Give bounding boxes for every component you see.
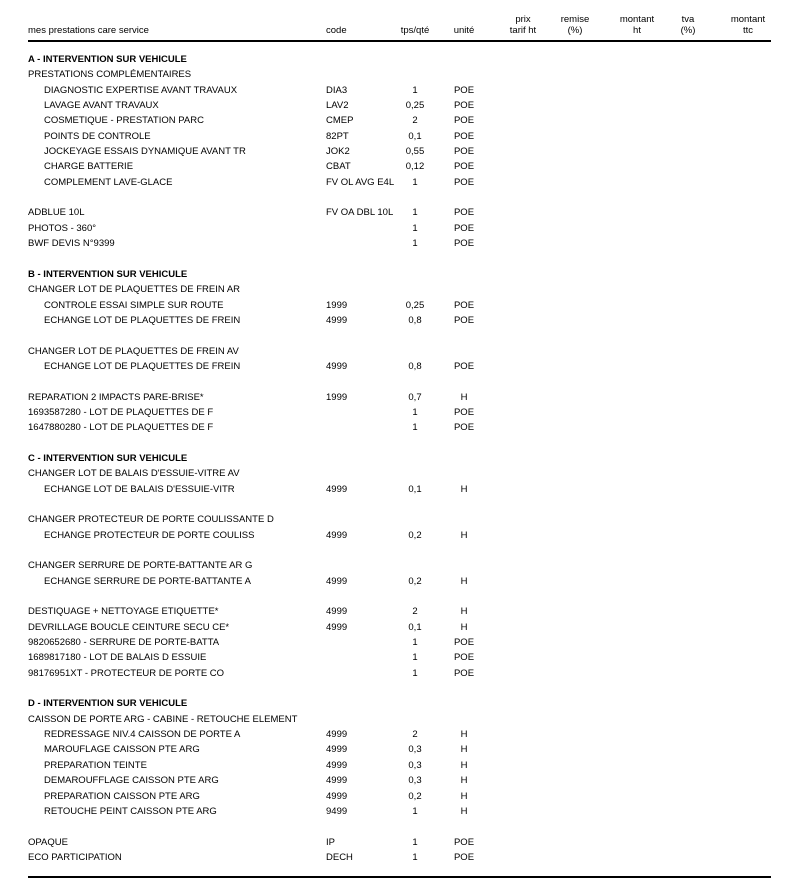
- table-row: [0, 159, 785, 174]
- row-description: ECHANGE LOT DE PLAQUETTES DE FREIN: [44, 360, 241, 372]
- row-unit: H: [460, 391, 468, 403]
- table-row: [0, 835, 785, 850]
- header-price: prix tarif ht: [509, 14, 537, 36]
- row-description: ECHANGE LOT DE BALAIS D'ESSUIE-VITR: [44, 483, 235, 495]
- row-description: ECO PARTICIPATION: [28, 851, 122, 863]
- table-row: [0, 712, 785, 727]
- row-code: 4999: [326, 729, 348, 741]
- table-row: [0, 789, 785, 804]
- row-qty: 0,25: [405, 100, 425, 112]
- row-description: PHOTOS - 360°: [28, 222, 97, 234]
- table-row: [0, 205, 785, 220]
- row-description: CONTROLE ESSAI SIMPLE SUR ROUTE: [44, 299, 224, 311]
- row-description: CHANGER LOT DE BALAIS D'ESSUIE-VITRE AV: [28, 468, 240, 480]
- row-description: ECHANGE SERRURE DE PORTE-BATTANTE A: [44, 575, 251, 587]
- row-unit: H: [460, 483, 468, 495]
- row-qty: 0,7: [408, 391, 422, 403]
- table-row: [0, 344, 785, 359]
- row-code: 9499: [326, 805, 348, 817]
- row-unit: H: [460, 775, 468, 787]
- spacer-row: [0, 819, 785, 834]
- row-description: REDRESSAGE NIV.4 CAISSON DE PORTE A: [44, 729, 241, 741]
- row-description: DESTIQUAGE + NETTOYAGE ETIQUETTE*: [28, 606, 219, 618]
- row-unit: POE: [453, 637, 475, 649]
- row-code: 4999: [326, 529, 348, 541]
- row-code: FV OA DBL 10L: [326, 207, 394, 219]
- table-row: [0, 574, 785, 589]
- row-code: CBAT: [326, 161, 351, 173]
- row-code: 1999: [326, 391, 348, 403]
- row-description: A - INTERVENTION SUR VEHICULE: [28, 54, 187, 65]
- table-row: [0, 282, 785, 297]
- row-unit: H: [460, 606, 468, 618]
- table-row: [0, 98, 785, 113]
- row-description: PREPARATION TEINTE: [44, 759, 147, 771]
- row-description: MAROUFLAGE CAISSON PTE ARG: [44, 744, 200, 756]
- row-code: 1999: [326, 299, 348, 311]
- table-row: [0, 113, 785, 128]
- table-row: [0, 405, 785, 420]
- row-qty: 0,8: [408, 314, 422, 326]
- footer-rule: [28, 876, 771, 878]
- row-unit: H: [460, 529, 468, 541]
- table-row: [0, 758, 785, 773]
- table-header: [0, 0, 785, 42]
- row-unit: POE: [453, 422, 475, 434]
- row-unit: POE: [453, 667, 475, 679]
- row-code: CMEP: [326, 115, 354, 127]
- row-description: RETOUCHE PEINT CAISSON PTE ARG: [44, 805, 217, 817]
- spacer-row: [0, 190, 785, 205]
- row-qty: 2: [412, 115, 418, 127]
- row-code: 4999: [326, 483, 348, 495]
- row-unit: POE: [453, 238, 475, 250]
- row-unit: POE: [453, 146, 475, 158]
- table-row: [0, 666, 785, 681]
- table-row: [0, 420, 785, 435]
- table-row: [0, 850, 785, 865]
- row-unit: POE: [453, 406, 475, 418]
- table-row: [0, 175, 785, 190]
- row-unit: POE: [453, 314, 475, 326]
- table-row: [0, 52, 785, 67]
- row-description: REPARATION 2 IMPACTS PARE-BRISE*: [28, 391, 204, 403]
- row-qty: 1: [412, 406, 418, 418]
- spacer-row: [0, 497, 785, 512]
- table-row: [0, 696, 785, 711]
- row-unit: POE: [453, 360, 475, 372]
- row-code: 4999: [326, 744, 348, 756]
- row-description: OPAQUE: [28, 836, 68, 848]
- row-unit: POE: [453, 161, 475, 173]
- row-unit: POE: [453, 851, 475, 863]
- spacer-row: [0, 374, 785, 389]
- row-qty: 0,12: [405, 161, 425, 173]
- row-description: 9820652680 - SERRURE DE PORTE-BATTA: [28, 637, 220, 649]
- row-qty: 1: [412, 176, 418, 188]
- row-description: DIAGNOSTIC EXPERTISE AVANT TRAVAUX: [44, 84, 238, 96]
- header-amount-ttc: montant ttc: [730, 14, 766, 36]
- row-description: CHANGER LOT DE PLAQUETTES DE FREIN AV: [28, 345, 239, 357]
- row-description: CHARGE BATTERIE: [44, 161, 134, 173]
- row-code: 4999: [326, 314, 348, 326]
- row-qty: 1: [412, 805, 418, 817]
- row-description: 1689817180 - LOT DE BALAIS D ESSUIE: [28, 652, 207, 664]
- row-description: COMPLEMENT LAVE-GLACE: [44, 176, 173, 188]
- row-code: LAV2: [326, 100, 349, 112]
- table-row: [0, 604, 785, 619]
- table-row: [0, 650, 785, 665]
- header-description: mes prestations care service: [28, 25, 149, 36]
- row-code: JOK2: [326, 146, 350, 158]
- row-code: 4999: [326, 606, 348, 618]
- row-code: 4999: [326, 790, 348, 802]
- header-discount: remise (%): [560, 14, 590, 36]
- row-code: 4999: [326, 759, 348, 771]
- table-row: [0, 236, 785, 251]
- table-row: [0, 83, 785, 98]
- row-code: 82PT: [326, 130, 349, 142]
- table-row: [0, 390, 785, 405]
- spacer-row: [0, 328, 785, 343]
- row-qty: 0,3: [408, 775, 422, 787]
- table-row: [0, 129, 785, 144]
- table-row: [0, 67, 785, 82]
- row-qty: 0,3: [408, 759, 422, 771]
- spacer-row: [0, 589, 785, 604]
- spacer-row: [0, 543, 785, 558]
- row-unit: H: [460, 744, 468, 756]
- row-unit: POE: [453, 176, 475, 188]
- row-description: 98176951XT - PROTECTEUR DE PORTE CO: [28, 667, 225, 679]
- row-description: CHANGER PROTECTEUR DE PORTE COULISSANTE D: [28, 514, 274, 526]
- row-qty: 1: [412, 238, 418, 250]
- row-unit: POE: [453, 130, 475, 142]
- row-unit: POE: [453, 222, 475, 234]
- header-rule: [28, 40, 771, 42]
- table-row: [0, 512, 785, 527]
- row-unit: POE: [453, 836, 475, 848]
- row-description: POINTS DE CONTROLE: [44, 130, 151, 142]
- row-unit: POE: [453, 207, 475, 219]
- row-unit: H: [460, 575, 468, 587]
- row-unit: POE: [453, 100, 475, 112]
- table-row: [0, 298, 785, 313]
- table-row: [0, 482, 785, 497]
- table-row: [0, 528, 785, 543]
- table-row: [0, 451, 785, 466]
- row-description: ECHANGE LOT DE PLAQUETTES DE FREIN: [44, 314, 241, 326]
- row-qty: 2: [412, 606, 418, 618]
- table-row: [0, 635, 785, 650]
- row-code: IP: [326, 836, 335, 848]
- table-row: [0, 804, 785, 819]
- row-unit: POE: [453, 299, 475, 311]
- row-code: DIA3: [326, 84, 348, 96]
- row-unit: H: [460, 805, 468, 817]
- row-unit: H: [460, 790, 468, 802]
- header-qty: tps/qté: [400, 25, 430, 36]
- table-row: [0, 620, 785, 635]
- row-qty: 1: [412, 851, 418, 863]
- row-qty: 0,8: [408, 360, 422, 372]
- table-row: [0, 267, 785, 282]
- header-vat: tva (%): [680, 14, 696, 36]
- row-description: D - INTERVENTION SUR VEHICULE: [28, 698, 188, 710]
- row-code: DECH: [326, 851, 353, 863]
- row-qty: 0,25: [405, 299, 425, 311]
- row-qty: 0,3: [408, 744, 422, 756]
- header-unit: unité: [453, 25, 475, 36]
- row-qty: 0,2: [408, 575, 422, 587]
- row-qty: 1: [412, 652, 418, 664]
- table-row: [0, 221, 785, 236]
- row-code: 4999: [326, 621, 348, 633]
- row-unit: POE: [453, 84, 475, 96]
- row-description: JOCKEYAGE ESSAIS DYNAMIQUE AVANT TR: [44, 146, 246, 158]
- row-qty: 1: [412, 637, 418, 649]
- row-description: C - INTERVENTION SUR VEHICULE: [28, 452, 188, 464]
- header-code: code: [326, 25, 347, 36]
- row-description: CHANGER SERRURE DE PORTE-BATTANTE AR G: [28, 560, 253, 572]
- row-description: PRESTATIONS COMPLÉMENTAIRES: [28, 69, 192, 81]
- row-description: CHANGER LOT DE PLAQUETTES DE FREIN AR: [28, 284, 241, 296]
- row-description: LAVAGE AVANT TRAVAUX: [44, 100, 159, 112]
- row-qty: 1: [412, 84, 418, 96]
- spacer-row: [0, 251, 785, 266]
- spacer-row: [0, 436, 785, 451]
- row-description: DEVRILLAGE BOUCLE CEINTURE SECU CE*: [28, 621, 230, 633]
- table-row: [0, 773, 785, 788]
- row-description: 1693587280 - LOT DE PLAQUETTES DE F: [28, 406, 214, 418]
- row-qty: 0,55: [405, 146, 425, 158]
- row-unit: POE: [453, 115, 475, 127]
- row-qty: 0,1: [408, 130, 422, 142]
- row-description: ECHANGE PROTECTEUR DE PORTE COULISS: [44, 529, 255, 541]
- table-row: [0, 144, 785, 159]
- row-unit: H: [460, 729, 468, 741]
- row-qty: 1: [412, 222, 418, 234]
- table-row: [0, 313, 785, 328]
- row-qty: 1: [412, 207, 418, 219]
- spacer-row: [0, 681, 785, 696]
- row-description: CAISSON DE PORTE ARG - CABINE - RETOUCHE ELEMENT: [28, 713, 298, 725]
- table-row: [0, 742, 785, 757]
- row-code: FV OL AVG E4L: [326, 176, 395, 188]
- row-unit: H: [460, 759, 468, 771]
- table-row: [0, 558, 785, 573]
- row-description: ADBLUE 10L: [28, 207, 85, 219]
- row-code: 4999: [326, 775, 348, 787]
- row-description: DEMAROUFFLAGE CAISSON PTE ARG: [44, 775, 219, 787]
- row-description: B - INTERVENTION SUR VEHICULE: [28, 268, 188, 280]
- row-unit: POE: [453, 652, 475, 664]
- row-qty: 1: [412, 667, 418, 679]
- row-description: COSMETIQUE - PRESTATION PARC: [44, 115, 204, 127]
- row-qty: 0,2: [408, 529, 422, 541]
- row-qty: 0,1: [408, 483, 422, 495]
- table-row: [0, 727, 785, 742]
- header-amount-ht: montant ht: [619, 14, 655, 36]
- row-qty: 1: [412, 836, 418, 848]
- row-code: 4999: [326, 575, 348, 587]
- row-unit: H: [460, 621, 468, 633]
- row-qty: 1: [412, 422, 418, 434]
- row-qty: 0,2: [408, 790, 422, 802]
- row-description: 1647880280 - LOT DE PLAQUETTES DE F: [28, 422, 214, 434]
- prestations-table-body: [0, 52, 785, 865]
- row-qty: 0,1: [408, 621, 422, 633]
- row-qty: 2: [412, 729, 418, 741]
- row-description: BWF DEVIS N°9399: [28, 238, 115, 250]
- row-code: 4999: [326, 360, 348, 372]
- table-row: [0, 359, 785, 374]
- table-row: [0, 466, 785, 481]
- row-description: PREPARATION CAISSON PTE ARG: [44, 790, 200, 802]
